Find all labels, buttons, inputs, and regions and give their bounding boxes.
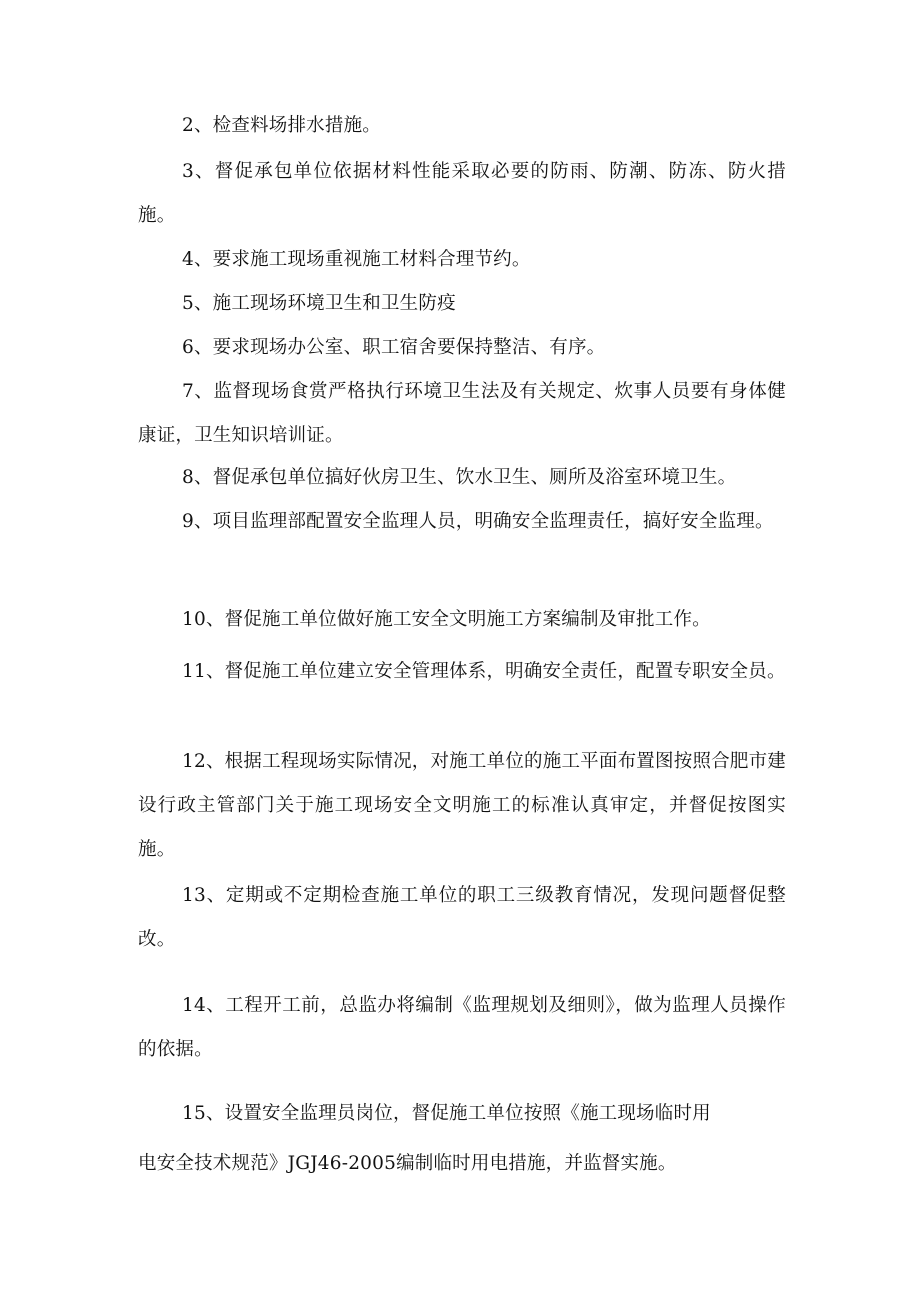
paragraph-item-11: 11、督促施工单位建立安全管理体系，明确安全责任，配置专职安全员。	[182, 661, 786, 682]
paragraph-item-10: 10、督促施工单位做好施工安全文明施工方案编制及审批工作。	[182, 609, 711, 630]
paragraph-item-15-line-1: 15、设置安全监理员岗位，督促施工单位按照《施工现场临时用	[182, 1103, 711, 1124]
paragraph-item-2: 2、检查料场排水措施。	[182, 115, 381, 136]
paragraph-item-6: 6、要求现场办公室、职工宿舍要保持整洁、有序。	[182, 337, 606, 358]
paragraph-item-12: 12、根据工程现场实际情况，对施工单位的施工平面布置图按照合肥市建设行政主管部门关于施工现场安全文明施工的标准认真审定，并督促按图实施。	[138, 751, 786, 860]
paragraph-item-8: 8、督促承包单位搞好伙房卫生、饮水卫生、厕所及浴室环境卫生。	[182, 467, 737, 488]
paragraph-item-3: 3、督促承包单位依据材料性能采取必要的防雨、防潮、防冻、防火措施。	[138, 161, 786, 226]
paragraph-item-13: 13、定期或不定期检查施工单位的职工三级教育情况，发现问题督促整改。	[138, 885, 786, 950]
paragraph-item-5: 5、施工现场环境卫生和卫生防疫	[182, 293, 456, 314]
paragraph-item-7: 7、监督现场食赏严格执行环境卫生法及有关规定、炊事人员要有身体健康证，卫生知识培训证。	[138, 381, 786, 446]
paragraph-item-14: 14、工程开工前，总监办将编制《监理规划及细则》，做为监理人员操作的依据。	[138, 995, 786, 1060]
paragraph-item-15-line-2: 电安全技术规范》JGJ46-2005编制临时用电措施，并监督实施。	[138, 1153, 677, 1174]
paragraph-item-9: 9、项目监理部配置安全监理人员，明确安全监理责任，搞好安全监理。	[182, 511, 774, 532]
paragraph-item-4: 4、要求施工现场重视施工材料合理节约。	[182, 249, 531, 270]
